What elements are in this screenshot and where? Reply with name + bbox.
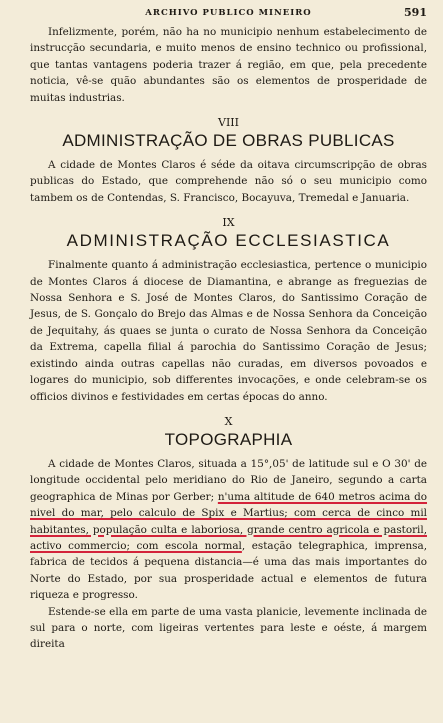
topographia-text-before: A cidade de Montes Claros, situada a 15°,05' de latitude sul e O 30' de longitude occidental pelo meridiano do Rio de Janeiro, segundo a carta geographica de Minas por Gerber; bbox=[30, 457, 427, 503]
section-numeral-ix: IX bbox=[222, 216, 235, 230]
topographia-paragraph-2: Estende-se ella em parte de uma vasta planicie, levemente inclinada de sul para o norte, com ligeiras vertentes para leste e oéste, á margem direita bbox=[30, 605, 427, 651]
topographia-text-after: , estação telegraphica, imprensa, fabrica de tecidos á pequena distancia—é uma das mais importantes do Norte do Estado, por sua prosperidade actual e elementos de futura riqueza e progresso. bbox=[30, 539, 427, 602]
topographia-paragraph-1 bbox=[30, 456, 427, 604]
section-title-ecclesiastica: ADMINISTRAÇÃO ECCLESIASTICA bbox=[66, 231, 391, 251]
intro-paragraph: Infelizmente, porém, não ha no municipio nenhum estabelecimento de instrucção secundaria, e muito menos de ensino technico ou profissional, que tantas vantagens poderia trazer á região, em que, pela precedente noticia, vê-se quão abundantes são os elementos de prosperidade de muitas industrias. bbox=[30, 26, 427, 104]
section-numeral-viii: VIII bbox=[218, 116, 239, 130]
running-header-title: ARCHIVO PUBLICO MINEIRO bbox=[145, 8, 312, 18]
page-number: 591 bbox=[404, 6, 427, 19]
section-title-obras-publicas: ADMINISTRAÇÃO DE OBRAS PUBLICAS bbox=[62, 131, 395, 151]
underlined-passage: n'uma altitude de 640 metros acima do nivel do mar, pelo calculo de Spix e Martius; com cerca de cinco mil habitantes, população culta e laboriosa, grande centro agricola e pastoril, activo commercio; com escola normal bbox=[30, 490, 428, 552]
obras-publicas-paragraph: A cidade de Montes Claros é séde da oitava circumscripção de obras publicas do Estado, que comprehende não só o seu municipio como tambem os de Contendas, S. Francisco, Bocayuva, Tremedal e Januaria. bbox=[30, 159, 427, 204]
section-title-topographia: TOPOGRAPHIA bbox=[164, 429, 293, 449]
section-numeral-x: X bbox=[224, 414, 233, 428]
running-header bbox=[30, 0, 427, 22]
ecclesiastica-paragraph: Finalmente quanto á administração ecclesiastica, pertence o municipio de Montes Claros á diocese de Diamantina, e abrange as freguezias de Nossa Senhora e S. José de Montes Claros, do Santissimo Coração de Jesus, de S. Gonçalo do Brejo das Almas e de Nossa Senhora da Conceição de Jequitahy, ás quaes se junta o curato de Nossa Senhora da Conceição da Extrema, capella filial á parochia do Santissimo Coração de Jesus; existindo ainda outras capellas não curadas, em diversos povoados e logares do municipio, sob differentes invocações, e onde celebram-se os officios divinos e festividades em certas épocas do anno. bbox=[30, 259, 427, 403]
